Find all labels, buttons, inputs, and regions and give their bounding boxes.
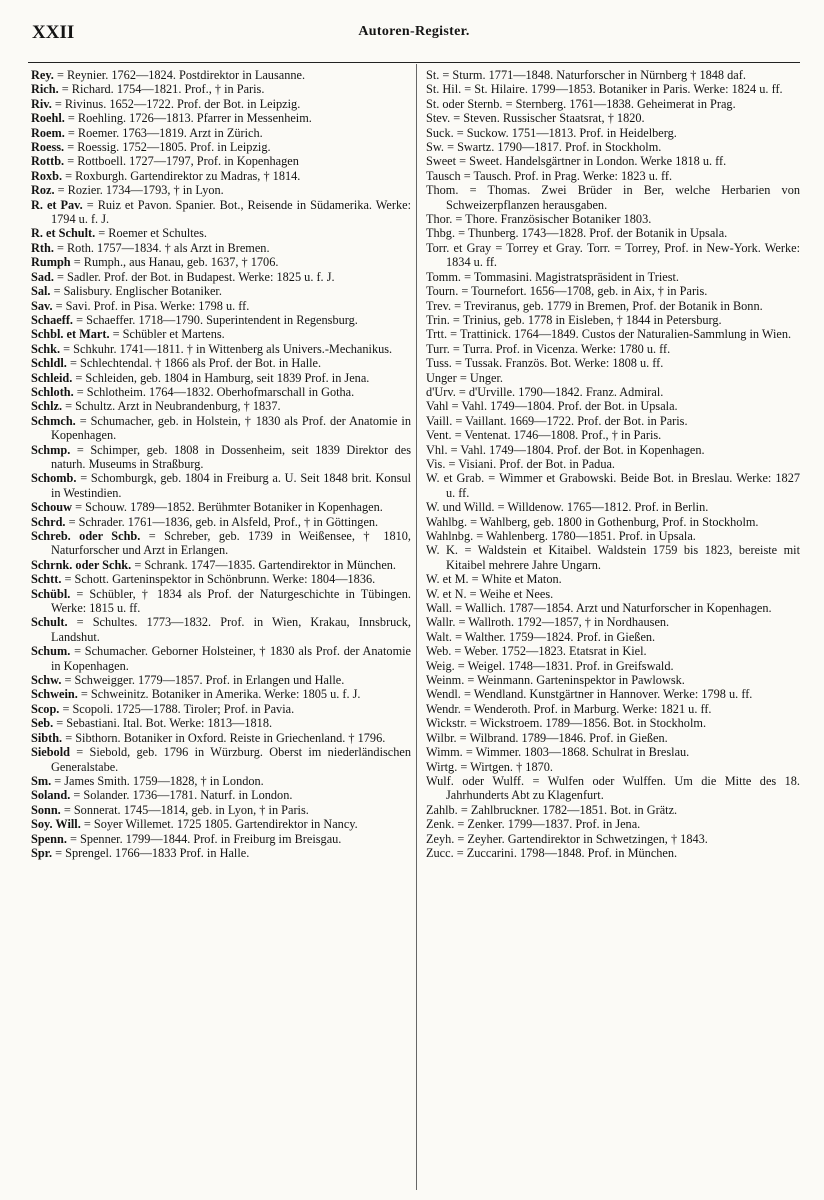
entry-abbreviation: Schomb. xyxy=(31,471,77,486)
entry-description: = Sprengel. 1766—1833 Prof. in Halle. xyxy=(55,845,250,860)
entry-description: = Roemer et Schultes. xyxy=(98,226,207,241)
index-entry xyxy=(426,615,800,629)
entry-abbreviation: Tourn. xyxy=(426,284,459,299)
entry-description: = Zeyher. Gartendirektor in Schwetzingen, † 1843. xyxy=(457,831,708,846)
index-entry xyxy=(31,443,411,472)
index-entry xyxy=(426,356,800,370)
entry-description: = Richard. 1754—1821. Prof., † in Paris. xyxy=(61,82,265,97)
entry-description: = Treviranus, geb. 1779 in Bremen, Prof. der Botanik in Bonn. xyxy=(454,298,763,313)
index-entry xyxy=(426,154,800,168)
entry-description: = Sweet. Handelsgärtner in London. Werke 1818 u. ff. xyxy=(459,154,727,169)
entry-abbreviation: Soland. xyxy=(31,788,71,803)
entry-abbreviation: Trtt. xyxy=(426,327,448,342)
index-entry xyxy=(426,399,800,413)
entry-abbreviation: Sibth. xyxy=(31,730,63,745)
index-entry xyxy=(426,212,800,226)
entry-abbreviation: Weig. xyxy=(426,658,455,673)
index-entry xyxy=(31,832,411,846)
index-entry xyxy=(426,659,800,673)
entry-abbreviation: R. et Schult. xyxy=(31,226,96,241)
index-entry xyxy=(426,471,800,500)
entry-abbreviation: Roxb. xyxy=(31,168,63,183)
running-title: Autoren-Register. xyxy=(358,24,470,39)
entry-description: = Schrader. 1761—1836, geb. in Alsfeld, Prof., † in Göttingen. xyxy=(68,514,379,529)
entry-abbreviation: Spr. xyxy=(31,845,53,860)
entry-description: = Wallich. 1787—1854. Arzt und Naturforscher in Kopenhagen. xyxy=(455,601,772,616)
entry-description: = Sibthorn. Botaniker in Oxford. Reiste in Griechenland. † 1796. xyxy=(65,730,386,745)
entry-abbreviation: Walt. xyxy=(426,629,452,644)
entry-abbreviation: Rth. xyxy=(31,240,54,255)
entry-description: = Roxburgh. Gartendirektor zu Madras, † 1814. xyxy=(65,168,301,183)
index-entry xyxy=(426,313,800,327)
entry-abbreviation: Schrd. xyxy=(31,514,66,529)
entry-abbreviation: Torr. et Gray xyxy=(426,240,492,255)
entry-description: = Wilbrand. 1789—1846. Prof. in Gießen. xyxy=(459,730,668,745)
entry-description: = Tommasini. Magistratspräsident in Triest. xyxy=(464,269,679,284)
entry-abbreviation: Schloth. xyxy=(31,384,74,399)
entry-description: = Sturm. 1771—1848. Naturforscher in Nürnberg † 1848 daf. xyxy=(442,68,746,82)
entry-description: = Thomas. Zwei Brüder in Ber, welche Herbarien von Schweizerpflanzen herausgaben. xyxy=(446,183,800,212)
entry-description: = Willdenow. 1765—1812. Prof. in Berlin. xyxy=(497,500,709,515)
entry-description: = Suckow. 1751—1813. Prof. in Heidelberg. xyxy=(456,125,677,140)
index-entry xyxy=(31,371,411,385)
entry-abbreviation: Rottb. xyxy=(31,154,65,169)
entry-description: = Torrey et Gray. Torr. = Torrey, Prof. in New-York. Werke: 1834 u. ff. xyxy=(446,240,800,270)
entry-description: = Wirtgen. † 1870. xyxy=(460,759,553,774)
entry-description: = Waldstein et Kitaibel. Waldstein 1759 bis 1823, bereiste mit Kitaibel mehrere Jahre Ungarn. xyxy=(446,543,800,572)
entry-abbreviation: Schübl. xyxy=(31,586,71,601)
entry-description: = Thunberg. 1743—1828. Prof. der Botanik in Upsala. xyxy=(458,226,728,241)
entry-description: = Wahlenberg. 1780—1851. Prof. in Upsala. xyxy=(476,529,696,543)
index-entry xyxy=(31,803,411,817)
entry-description: = Vahl. 1749—1804. Prof. der Bot. in Upsala. xyxy=(451,399,678,414)
entry-description: = Weihe et Nees. xyxy=(469,586,554,601)
entry-description: = Wimmer et Grabowski. Beide Bot. in Breslau. Werke: 1827 u. ff. xyxy=(446,471,800,500)
entry-abbreviation: Schmch. xyxy=(31,413,76,428)
entry-description: = Sebastiani. Ital. Bot. Werke: 1813—1818. xyxy=(56,716,273,731)
entry-abbreviation: Schum. xyxy=(31,644,71,659)
index-entry xyxy=(31,169,411,183)
index-entry xyxy=(31,111,411,125)
index-entry xyxy=(426,241,800,270)
index-entry xyxy=(31,313,411,327)
index-entry xyxy=(31,615,411,644)
entry-abbreviation: R. et Pav. xyxy=(31,197,83,212)
index-entry xyxy=(31,587,411,616)
index-entry xyxy=(426,601,800,615)
entry-abbreviation: Unger xyxy=(426,370,457,385)
index-entry xyxy=(426,832,800,846)
entry-description: = Soyer Willemet. 1725 1805. Gartendirektor in Nancy. xyxy=(83,817,358,832)
entry-abbreviation: Schreb. oder Schb. xyxy=(31,529,141,543)
entry-abbreviation: Sad. xyxy=(31,269,54,284)
entry-description: = Vaillant. 1669—1722. Prof. der Bot. in Paris. xyxy=(455,413,688,428)
entry-abbreviation: Schult. xyxy=(31,615,68,630)
entry-abbreviation: Wickstr. xyxy=(426,716,467,731)
index-entry xyxy=(426,774,800,803)
entry-abbreviation: Roehl. xyxy=(31,111,65,126)
entry-abbreviation: Thor. xyxy=(426,212,453,227)
entry-abbreviation: Schlz. xyxy=(31,399,63,414)
entry-description: = Ventenat. 1746—1808. Prof., † in Paris. xyxy=(454,428,662,443)
entry-description: = Tausch. Prof. in Prag. Werke: 1823 u. ff. xyxy=(463,168,673,183)
index-entry xyxy=(31,558,411,572)
index-entry xyxy=(31,270,411,284)
entry-description: = Spenner. 1799—1844. Prof. in Freiburg im Breisgau. xyxy=(69,831,342,846)
entry-abbreviation: Wirtg. xyxy=(426,759,458,774)
index-entry xyxy=(426,543,800,572)
entry-abbreviation: Wendl. xyxy=(426,687,461,702)
entry-abbreviation: Wahlbg. xyxy=(426,514,468,529)
index-entry xyxy=(426,803,800,817)
entry-abbreviation: Schmp. xyxy=(31,442,71,457)
index-entry xyxy=(31,846,411,860)
entry-abbreviation: Wimm. xyxy=(426,745,463,760)
entry-abbreviation: St. xyxy=(426,68,440,82)
entry-description: = Vahl. 1749—1804. Prof. der Bot. in Kopenhagen. xyxy=(450,442,705,457)
entry-description: = Rivinus. 1652—1722. Prof. der Bot. in Leipzig. xyxy=(54,96,301,111)
entry-description: = Roehling. 1726—1813. Pfarrer in Messenheim. xyxy=(67,111,312,126)
entry-description: = Roemer. 1763—1819. Arzt in Zürich. xyxy=(67,125,263,140)
entry-abbreviation: Roz. xyxy=(31,183,55,198)
entry-abbreviation: Schbl. et Mart. xyxy=(31,327,110,342)
index-entry xyxy=(426,630,800,644)
entry-abbreviation: Tuss. xyxy=(426,356,452,371)
entry-abbreviation: d'Urv. xyxy=(426,384,456,399)
entry-abbreviation: Schleid. xyxy=(31,370,73,385)
entry-abbreviation: Vaill. xyxy=(426,413,453,428)
index-entry xyxy=(31,255,411,269)
entry-description: = Trinius, geb. 1778 in Eisleben, † 1844 in Petersburg. xyxy=(452,312,722,327)
entry-abbreviation: Thbg. xyxy=(426,226,456,241)
index-entry xyxy=(426,299,800,313)
entry-description: = Schlotheim. 1764—1832. Oberhofmarschall in Gotha. xyxy=(76,384,355,399)
entry-description: = Rozier. 1734—1793, † in Lyon. xyxy=(57,183,224,198)
index-entry xyxy=(426,500,800,514)
index-entry xyxy=(426,183,800,212)
index-entry xyxy=(426,169,800,183)
index-entry xyxy=(31,284,411,298)
entry-description: = Trattinick. 1764—1849. Custos der Naturalien-Sammlung in Wien. xyxy=(450,327,792,342)
entry-description: = Tournefort. 1656—1708, geb. in Aix, † in Paris. xyxy=(461,284,708,299)
entry-abbreviation: Sw. xyxy=(426,140,444,155)
entry-abbreviation: Sm. xyxy=(31,773,52,788)
entry-description: = Rottboell. 1727—1797, Prof. in Kopenhagen xyxy=(67,154,299,169)
entry-description: = Schübler et Martens. xyxy=(112,327,225,342)
entry-abbreviation: Roem. xyxy=(31,125,65,140)
entry-description: = Savi. Prof. in Pisa. Werke: 1798 u. ff. xyxy=(55,298,250,313)
entry-description: = Weigel. 1748—1831. Prof. in Greifswald. xyxy=(457,658,674,673)
entry-abbreviation: W. et M. xyxy=(426,572,469,587)
index-entry xyxy=(426,572,800,586)
entry-description: = James Smith. 1759—1828, † in London. xyxy=(54,773,264,788)
entry-abbreviation: Schtt. xyxy=(31,572,62,587)
index-entry xyxy=(426,760,800,774)
index-entry xyxy=(426,82,800,96)
entry-description: = Ruiz et Pavon. Spanier. Bot., Reisende in Südamerika. Werke: 1794 u. f. J. xyxy=(51,197,411,227)
entry-abbreviation: Schaeff. xyxy=(31,312,74,327)
entry-description: = Reynier. 1762—1824. Postdirektor in Lausanne. xyxy=(56,68,306,82)
index-entry xyxy=(426,428,800,442)
index-entry xyxy=(31,327,411,341)
index-entry xyxy=(31,817,411,831)
entry-abbreviation: Vhl. xyxy=(426,442,448,457)
entry-description: = Weber. 1752—1823. Etatsrat in Kiel. xyxy=(454,644,647,659)
entry-abbreviation: Weinm. xyxy=(426,673,465,688)
entry-description: = Thore. Französischer Botaniker 1803. xyxy=(455,212,652,227)
index-entry xyxy=(31,385,411,399)
entry-abbreviation: Zenk. xyxy=(426,817,455,832)
entry-description: = Wulfen oder Wulffen. Um die Mitte des 18. Jahrhunderts Abt zu Klagenfurt. xyxy=(446,773,800,803)
entry-abbreviation: Trev. xyxy=(426,298,452,313)
entry-abbreviation: St. Hil. xyxy=(426,82,462,97)
entry-description: = Schimper, geb. 1808 in Dossenheim, seit 1839 Direktor des naturh. Museums in Straßburg. xyxy=(51,442,411,471)
entry-abbreviation: Spenn. xyxy=(31,831,67,846)
entry-abbreviation: Rich. xyxy=(31,82,59,97)
entry-abbreviation: Schwein. xyxy=(31,687,78,702)
entry-abbreviation: Roess. xyxy=(31,140,65,155)
entry-description: = Tussak. Französ. Bot. Werke: 1808 u. ff. xyxy=(454,356,664,371)
index-entry xyxy=(31,154,411,168)
entry-description: = Schweinitz. Botaniker in Amerika. Werke: 1805 u. f. J. xyxy=(80,687,361,702)
entry-description: = Swartz. 1790—1817. Prof. in Stockholm. xyxy=(447,140,662,155)
entry-description: = Schultes. 1773—1832. Prof. in Wien, Krakau, Innsbruck, Landshut. xyxy=(51,615,411,644)
entry-abbreviation: W. et N. xyxy=(426,586,467,601)
entry-abbreviation: St. oder Sternb. xyxy=(426,96,503,111)
entry-description: = Schrank. 1747—1835. Gartendirektor in München. xyxy=(134,557,397,572)
entry-description: = Schumacher. Geborner Holsteiner, † 1830 als Prof. der Anatomie in Kopenhagen. xyxy=(51,644,411,673)
entry-description: = Weinmann. Garteninspektor in Pawlowsk. xyxy=(467,673,685,688)
entry-description: = Salisbury. Englischer Botaniker. xyxy=(53,284,222,299)
index-entry xyxy=(31,399,411,413)
entry-abbreviation: Sal. xyxy=(31,284,51,299)
entry-abbreviation: Wilbr. xyxy=(426,730,457,745)
index-entry xyxy=(426,270,800,284)
entry-description: = Schlechtendal. † 1866 als Prof. der Bot. in Halle. xyxy=(69,356,322,371)
index-entry xyxy=(426,529,800,543)
index-entry xyxy=(31,414,411,443)
page-number: XXII xyxy=(32,22,75,43)
entry-abbreviation: Zucc. xyxy=(426,845,454,860)
index-entry xyxy=(31,572,411,586)
entry-abbreviation: Vis. xyxy=(426,456,446,471)
index-entry xyxy=(426,515,800,529)
entry-description: = Schübler, † 1834 als Prof. der Naturgeschichte in Tübingen. Werke: 1815 u. ff. xyxy=(51,586,411,616)
index-entry xyxy=(426,731,800,745)
entry-abbreviation: Schw. xyxy=(31,673,62,688)
entry-description: = Wahlberg, geb. 1800 in Gothenburg, Prof. in Stockholm. xyxy=(470,514,759,529)
entry-abbreviation: Schk. xyxy=(31,341,61,356)
index-entry xyxy=(426,716,800,730)
entry-abbreviation: Thom. xyxy=(426,183,459,198)
entry-abbreviation: Turr. xyxy=(426,341,450,356)
entry-description: = Walther. 1759—1824. Prof. in Gießen. xyxy=(455,629,656,644)
index-entry xyxy=(426,587,800,601)
index-entry xyxy=(31,687,411,701)
index-entry xyxy=(31,774,411,788)
entry-description: = Roessig. 1752—1805. Prof. in Leipzig. xyxy=(67,140,271,155)
entry-abbreviation: Vahl xyxy=(426,399,449,414)
entry-description: = Visiani. Prof. der Bot. in Padua. xyxy=(448,456,616,471)
column-divider xyxy=(416,64,417,1190)
index-entry xyxy=(426,687,800,701)
index-entry xyxy=(31,788,411,802)
entry-description: = Sonnerat. 1745—1814, geb. in Lyon, † in Paris. xyxy=(63,802,309,817)
entry-description: = Schweigger. 1779—1857. Prof. in Erlangen und Halle. xyxy=(64,673,345,688)
entry-description: = Schott. Garteninspektor in Schönbrunn. Werke: 1804—1836. xyxy=(64,572,376,587)
index-entry xyxy=(31,500,411,514)
index-entry xyxy=(31,745,411,774)
entry-abbreviation: Zeyh. xyxy=(426,831,455,846)
index-entry xyxy=(426,702,800,716)
entry-description: = Wallroth. 1792—1857, † in Nordhausen. xyxy=(458,615,670,630)
entry-description: = Roth. 1757—1834. † als Arzt in Bremen. xyxy=(56,240,270,255)
index-entry xyxy=(31,183,411,197)
entry-abbreviation: Tausch xyxy=(426,168,461,183)
index-entry xyxy=(426,457,800,471)
entry-abbreviation: Soy. Will. xyxy=(31,817,81,832)
entry-description: = St. Hilaire. 1799—1853. Botaniker in Paris. Werke: 1824 u. ff. xyxy=(464,82,783,97)
entry-description: = Schouw. 1789—1852. Berühmter Botaniker in Kopenhagen. xyxy=(75,500,383,515)
entry-description: = Wickstroem. 1789—1856. Bot. in Stockholm. xyxy=(469,716,707,731)
index-entry xyxy=(426,673,800,687)
index-entry xyxy=(426,140,800,154)
entry-abbreviation: Sav. xyxy=(31,298,53,313)
entry-description: = Schreber, geb. 1739 in Weißensee, † 1810, Naturforscher und Arzt in Erlangen. xyxy=(51,529,411,558)
index-entry xyxy=(426,414,800,428)
entry-description: = Siebold, geb. 1796 in Würzburg. Oberst im niederländischen Generalstabe. xyxy=(51,745,411,774)
index-entry xyxy=(426,111,800,125)
index-entry xyxy=(31,673,411,687)
entry-description: = Schaeffer. 1718—1790. Superintendent in Regensburg. xyxy=(76,312,358,327)
entry-abbreviation: Wulf. oder Wulff. xyxy=(426,773,525,788)
index-entry xyxy=(426,443,800,457)
entry-description: = Zenker. 1799—1837. Prof. in Jena. xyxy=(457,817,641,832)
index-entry xyxy=(426,385,800,399)
index-entry xyxy=(426,745,800,759)
entry-abbreviation: Wahlnbg. xyxy=(426,529,474,543)
index-entry xyxy=(31,126,411,140)
entry-description: = Schomburgk, geb. 1804 in Freiburg a. U. Seit 1848 brit. Konsul in Westindien. xyxy=(51,471,411,500)
entry-description: = Steven. Russischer Staatsrat, † 1820. xyxy=(453,111,645,126)
entry-abbreviation: Trin. xyxy=(426,312,450,327)
entry-description: = Unger. xyxy=(459,370,503,385)
index-entry xyxy=(31,716,411,730)
entry-abbreviation: W. und Willd. xyxy=(426,500,495,515)
index-entry xyxy=(31,82,411,96)
index-entry xyxy=(31,731,411,745)
index-entry xyxy=(31,471,411,500)
entry-abbreviation: Vent. xyxy=(426,428,452,443)
index-entry xyxy=(31,198,411,227)
index-entry xyxy=(31,97,411,111)
entry-description: = Sternberg. 1761—1838. Geheimerat in Prag. xyxy=(505,96,736,111)
entry-description: = Rumph., aus Hanau, geb. 1637, † 1706. xyxy=(73,255,279,270)
entry-description: = Turra. Prof. in Vicenza. Werke: 1780 u. ff. xyxy=(452,341,671,356)
entry-description: = Schleiden, geb. 1804 in Hamburg, seit 1839 Prof. in Jena. xyxy=(75,370,370,385)
entry-abbreviation: Rumph xyxy=(31,255,71,270)
right-column xyxy=(426,68,800,1194)
entry-abbreviation: W. et Grab. xyxy=(426,471,485,486)
entry-description: = Schumacher, geb. in Holstein, † 1830 als Prof. der Anatomie in Kopenhagen. xyxy=(51,413,411,443)
entry-abbreviation: Schrnk. oder Schk. xyxy=(31,557,132,572)
index-entry xyxy=(426,342,800,356)
entry-abbreviation: Wendr. xyxy=(426,701,461,716)
entry-abbreviation: Sonn. xyxy=(31,802,61,817)
entry-description: = Solander. 1736—1781. Naturf. in London. xyxy=(73,788,293,803)
header-rule xyxy=(28,62,800,63)
entry-abbreviation: Schouw xyxy=(31,500,73,515)
entry-description: = White et Maton. xyxy=(471,572,562,587)
index-entry xyxy=(31,241,411,255)
entry-abbreviation: Zahlb. xyxy=(426,802,458,817)
entry-description: = Sadler. Prof. der Bot. in Budapest. Werke: 1825 u. f. J. xyxy=(56,269,335,284)
entry-abbreviation: Suck. xyxy=(426,125,454,140)
index-entry xyxy=(426,97,800,111)
entry-abbreviation: Siebold xyxy=(31,745,70,760)
index-entry xyxy=(31,342,411,356)
index-entry xyxy=(426,371,800,385)
entry-description: = Wendland. Kunstgärtner in Hannover. Werke: 1798 u. ff. xyxy=(463,687,753,702)
entry-abbreviation: W. K. xyxy=(426,543,459,558)
index-entry xyxy=(31,644,411,673)
index-entry xyxy=(31,226,411,240)
index-entry xyxy=(31,529,411,558)
entry-description: = Zuccarini. 1798—1848. Prof. in München. xyxy=(456,845,678,860)
entry-description: = Wimmer. 1803—1868. Schulrat in Breslau. xyxy=(465,745,690,760)
index-entry xyxy=(426,846,800,860)
index-entry xyxy=(426,226,800,240)
index-entry xyxy=(31,299,411,313)
entry-description: = Zahlbruckner. 1782—1851. Bot. in Grätz. xyxy=(460,802,678,817)
page-header xyxy=(28,20,800,50)
entry-description: = Wenderoth. Prof. in Marburg. Werke: 1821 u. ff. xyxy=(463,701,712,716)
index-entry xyxy=(31,356,411,370)
index-entry xyxy=(426,126,800,140)
entry-description: = Schkuhr. 1741—1811. † in Wittenberg als Univers.-Mechanikus. xyxy=(63,341,393,356)
entry-abbreviation: Tomm. xyxy=(426,269,462,284)
entry-abbreviation: Rey. xyxy=(31,68,54,82)
index-entry xyxy=(426,68,800,82)
entry-description: = Scopoli. 1725—1788. Tiroler; Prof. in Pavia. xyxy=(62,701,295,716)
index-entry xyxy=(426,327,800,341)
left-column xyxy=(31,68,411,1194)
entry-abbreviation: Wall. xyxy=(426,601,452,616)
entry-abbreviation: Wallr. xyxy=(426,615,456,630)
entry-abbreviation: Web. xyxy=(426,644,452,659)
index-entry xyxy=(426,644,800,658)
entry-abbreviation: Schldl. xyxy=(31,356,67,371)
entry-description: = d'Urville. 1790—1842. Franz. Admiral. xyxy=(458,384,664,399)
index-entry xyxy=(31,515,411,529)
index-entry xyxy=(31,140,411,154)
index-entry xyxy=(426,817,800,831)
entry-abbreviation: Seb. xyxy=(31,716,54,731)
entry-abbreviation: Scop. xyxy=(31,701,60,716)
index-entry xyxy=(31,68,411,82)
entry-abbreviation: Stev. xyxy=(426,111,451,126)
entry-description: = Schultz. Arzt in Neubrandenburg, † 1837. xyxy=(65,399,281,414)
entry-abbreviation: Sweet xyxy=(426,154,457,169)
index-entry xyxy=(31,702,411,716)
entry-abbreviation: Riv. xyxy=(31,96,52,111)
index-entry xyxy=(426,284,800,298)
